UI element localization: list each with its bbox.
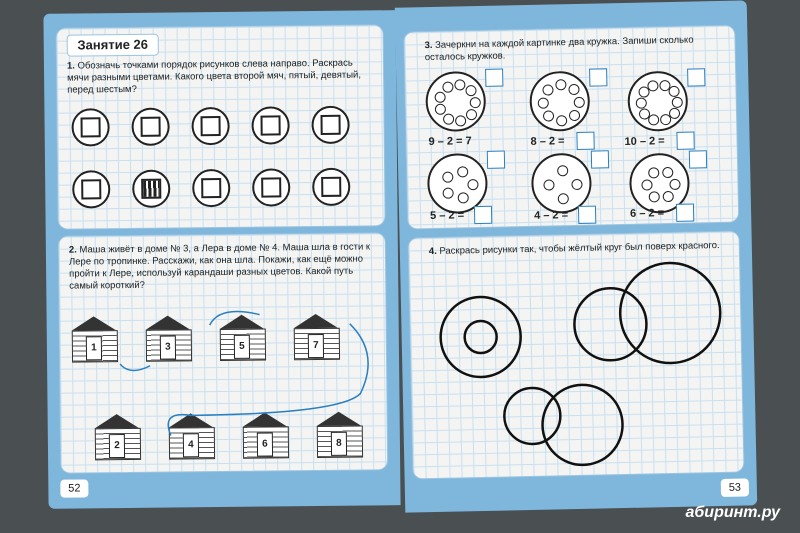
equation-4: 5 – 2 =: [429, 209, 465, 223]
small-dot: [458, 193, 469, 204]
equation-5: 4 – 2 =: [534, 209, 569, 222]
small-dot: [662, 167, 673, 178]
task4-number: 4.: [428, 245, 437, 258]
task2-number: 2.: [68, 244, 77, 256]
small-dot: [636, 97, 647, 108]
small-dot: [648, 114, 659, 125]
small-dot: [641, 179, 652, 190]
small-dot: [543, 85, 554, 96]
task1-number: 1.: [66, 60, 75, 72]
answer-box-6[interactable]: [689, 150, 707, 168]
ball-8: [192, 169, 230, 207]
small-dot: [443, 113, 454, 124]
house-number: 1: [86, 336, 102, 360]
house-number: 4: [183, 433, 199, 457]
dot-circle-1: [425, 71, 486, 132]
ball-10: [72, 170, 110, 208]
answer-box-5[interactable]: [591, 150, 609, 168]
house-number: 6: [257, 432, 273, 456]
house-number: 8: [331, 432, 347, 456]
small-dot: [442, 82, 453, 93]
equation-3: 10 – 2 =: [624, 135, 665, 148]
task1-instructions: Обозначь точками порядок рисунков слева направо. Раскрась мячи разными цветами. Какого цвета второй мяч, пятый, девятый, перед шестым?: [67, 57, 362, 96]
small-dot: [538, 98, 549, 109]
task3-panel: [403, 25, 739, 230]
watermark: абиринт.ру: [685, 504, 780, 521]
task1-panel: [56, 24, 386, 229]
small-dot: [556, 115, 567, 126]
task2-instructions: Маша живёт в доме № 3, а Лера в доме № 4. Маша шла в гости к Лере по тропинке. Расскажи, как она шла. Покажи, как ещё можно пройти к Лере, используй карандаши разных цветов. Какой путь самый короткий?: [68, 241, 371, 292]
right-page: [395, 0, 757, 512]
dot-circle-5: [531, 153, 592, 214]
small-dot: [649, 191, 660, 202]
small-dot: [648, 80, 659, 91]
answer-box-eq3[interactable]: [676, 131, 694, 149]
path-lines: [59, 233, 387, 472]
answer-box-eq4[interactable]: [474, 206, 492, 224]
small-dot: [467, 179, 478, 190]
ball-2: [131, 108, 169, 146]
equation-2: 8 – 2 =: [530, 135, 565, 148]
small-dot: [571, 179, 582, 190]
task3-number: 3.: [424, 39, 433, 52]
small-dot: [663, 191, 674, 202]
small-dot: [457, 166, 468, 177]
dot-circle-3: [627, 71, 688, 132]
house-number: 7: [308, 334, 324, 358]
answer-box-eq2[interactable]: [576, 132, 594, 150]
ball-3: [191, 107, 229, 145]
small-dot: [470, 97, 481, 108]
small-dot: [543, 110, 554, 121]
lesson-title: Занятие 26: [67, 34, 159, 57]
house-number: 2: [109, 434, 125, 458]
circles-drawing: [409, 232, 744, 479]
answer-box-3[interactable]: [687, 68, 705, 86]
task4-instructions: Раскрась рисунки так, чтобы жёлтый круг был поверх красного.: [439, 239, 720, 257]
house-number: 3: [160, 335, 176, 359]
ball-7: [252, 168, 290, 206]
dot-circle-4: [427, 153, 488, 214]
ball-6: [312, 168, 350, 206]
small-dot: [668, 86, 679, 97]
small-dot: [442, 188, 453, 199]
left-page: [43, 10, 400, 509]
small-dot: [435, 104, 446, 115]
small-dot: [672, 97, 683, 108]
ball-5: [311, 106, 349, 144]
equation-6: 6 – 2 =: [629, 207, 665, 220]
small-dot: [442, 171, 453, 182]
page-number-right: 53: [721, 478, 749, 497]
small-dot: [558, 193, 569, 204]
page-number-left: 52: [60, 479, 88, 497]
small-dot: [648, 167, 659, 178]
task3-instructions: Зачеркни на каждой картинке два кружка. Запиши сколько осталось кружков.: [424, 34, 694, 64]
small-dot: [465, 85, 476, 96]
house-number: 5: [234, 335, 250, 359]
answer-box-eq6[interactable]: [676, 204, 694, 222]
answer-box-1[interactable]: [485, 68, 503, 86]
task2-panel: [58, 232, 388, 473]
small-dot: [466, 109, 477, 120]
small-dot: [455, 115, 466, 126]
small-dot: [574, 97, 585, 108]
answer-box-4[interactable]: [487, 150, 505, 168]
small-dot: [568, 84, 579, 95]
small-dot: [555, 79, 566, 90]
ball-4: [251, 106, 289, 144]
small-dot: [454, 80, 465, 91]
small-dot: [543, 179, 554, 190]
ball-1: [71, 108, 109, 146]
ball-sequence: [57, 25, 383, 28]
answer-box-2[interactable]: [589, 68, 607, 86]
equation-1: 9 – 2 = 7: [428, 135, 472, 149]
open-workbook: [8, 4, 794, 532]
small-dot: [669, 179, 680, 190]
task3-text: [424, 34, 724, 64]
task4-panel: [408, 231, 745, 480]
task1-text: [67, 57, 367, 96]
dot-circle-2: [529, 71, 590, 132]
answer-box-eq5[interactable]: [578, 206, 596, 224]
ball-9: [132, 170, 170, 208]
small-dot: [660, 114, 671, 125]
small-dot: [569, 110, 580, 121]
small-dot: [557, 165, 568, 176]
small-dot: [435, 92, 446, 103]
